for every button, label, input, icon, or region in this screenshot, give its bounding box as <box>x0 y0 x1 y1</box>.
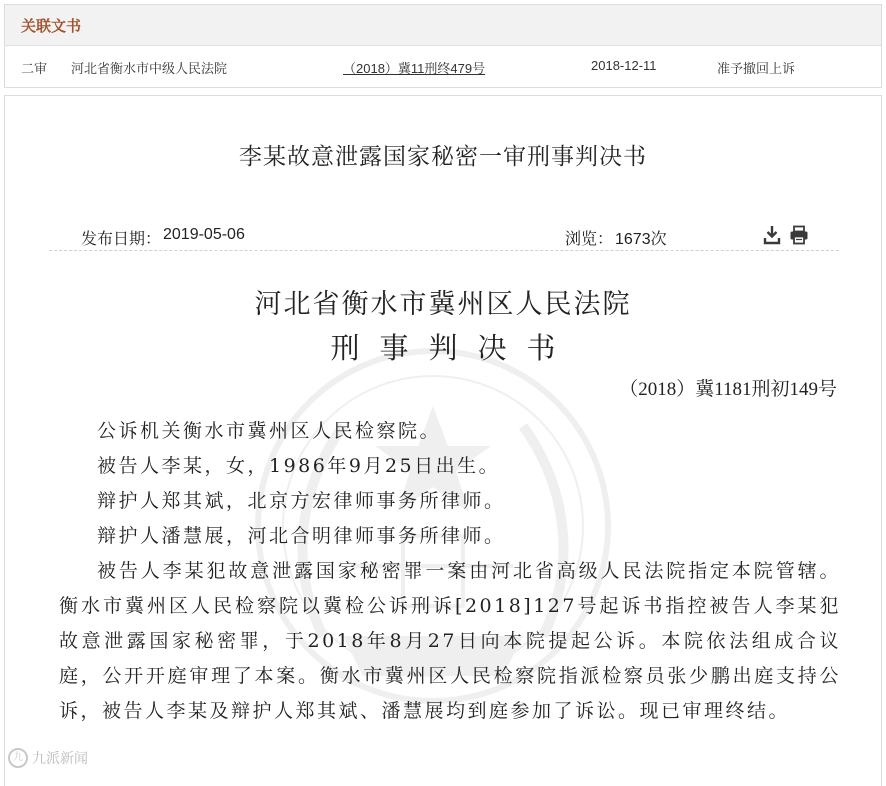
watermark-logo-icon: 九 <box>8 748 28 768</box>
document-case-number: （2018）冀1181刑初149号 <box>619 379 837 400</box>
publish-date-label: 发布日期： <box>81 231 162 248</box>
judgment-result: 准予撤回上诉 <box>717 61 796 76</box>
document-meta-bar <box>49 220 839 251</box>
related-documents-title: 关联文书 <box>21 17 82 35</box>
trial-level: 二审 <box>21 61 48 76</box>
related-documents-header <box>5 5 881 46</box>
defense-counsel-paragraph: 辩护人郑其斌，北京方宏律师事务所律师。 <box>97 490 506 512</box>
document-type-heading: 刑事判决书 <box>330 331 576 365</box>
judgment-body <box>59 414 841 729</box>
court-name: 河北省衡水市中级人民法院 <box>71 61 228 76</box>
watermark-text: 九派新闻 <box>32 750 88 766</box>
views-label: 浏览： <box>565 231 614 248</box>
related-document-row <box>5 46 881 86</box>
document-title: 李某故意泄露国家秘密一审刑事判决书 <box>239 143 647 169</box>
related-documents-panel <box>4 4 882 88</box>
publish-date-value: 2019-05-06 <box>163 226 245 243</box>
case-history-paragraph: 被告人李某犯故意泄露国家秘密罪一案由河北省高级人民法院指定本院管辖。衡水市冀州区人民检察院以冀检公诉刑诉[2018]127号起诉书指控被告人李某犯故意泄露国家秘密罪，于2018年8月27日向本院提起公诉。本院依法组成合议庭，公开开庭审理了本案。衡水市冀州区人民检察院指派检察员张少鹏出庭支持公诉，被告人李某及辩护人郑其斌、潘慧展均到庭参加了诉讼。现已审理终结。 <box>59 560 841 722</box>
document-viewer <box>4 95 882 786</box>
judgment-date: 2018-12-11 <box>591 58 657 73</box>
case-number-link[interactable]: （2018）冀11刑终479号 <box>343 61 486 76</box>
source-watermark <box>8 748 88 768</box>
views-count: 1673次 <box>615 231 667 248</box>
printer-icon[interactable] <box>789 225 809 245</box>
issuing-court-name: 河北省衡水市冀州区人民法院 <box>254 289 632 320</box>
defense-counsel-paragraph: 辩护人潘慧展，河北合明律师事务所律师。 <box>97 525 506 547</box>
download-icon[interactable] <box>763 225 781 245</box>
prosecutor-paragraph: 公诉机关衡水市冀州区人民检察院。 <box>97 420 442 442</box>
defendant-paragraph: 被告人李某，女，1986年9月25日出生。 <box>97 455 501 477</box>
